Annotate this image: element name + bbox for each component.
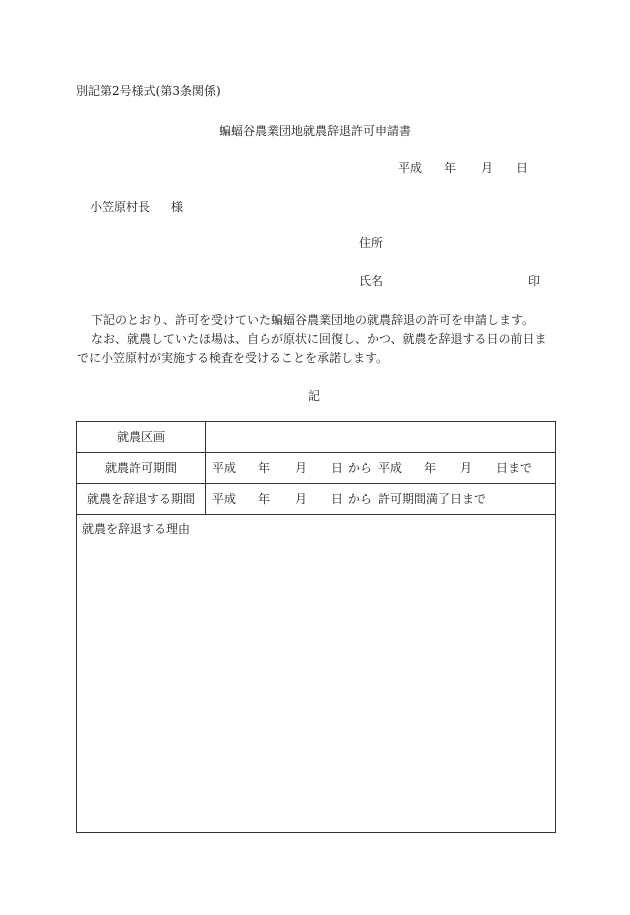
table-row-permit-period: [77, 453, 556, 484]
table-row-decline-period: [77, 484, 556, 515]
plot-value-field[interactable]: [206, 422, 556, 453]
addressee-honorific: 様: [171, 200, 184, 214]
permit-from-month: 月: [295, 461, 308, 475]
permit-from-day: 日: [331, 461, 344, 475]
permit-from-year: 年: [258, 461, 271, 475]
permit-kara: から: [348, 461, 373, 475]
permit-period-field[interactable]: [206, 453, 556, 484]
permit-to-day: 日まで: [496, 461, 533, 475]
decline-from-month: 月: [295, 492, 308, 506]
decline-from-year: 年: [258, 492, 271, 506]
ki-heading: 記: [308, 389, 321, 403]
body-paragraph-2: なお、就農していたほ場は、自らが原状に回復し、かつ、就農を辞退する日の前日までに小笠原村が実施する検査を受けることを承諾します。: [77, 332, 547, 365]
decline-period-label: 就農を辞退する期間: [77, 484, 206, 515]
reason-label: 就農を辞退する理由: [82, 522, 191, 536]
date-year: 年: [444, 161, 457, 175]
permit-from-era: 平成: [212, 461, 237, 475]
decline-from-era: 平成: [212, 492, 237, 506]
permit-to-year: 年: [424, 461, 437, 475]
permit-to-era: 平成: [378, 461, 403, 475]
decline-from-day: 日: [331, 492, 344, 506]
table-row-reason: [77, 515, 556, 833]
date-month: 月: [481, 161, 494, 175]
document-title: 蝙蝠谷農業団地就農辞退許可申請書: [218, 124, 411, 138]
permit-to-month: 月: [460, 461, 473, 475]
decline-until: 許可期間満了日まで: [378, 492, 487, 506]
application-table: [76, 421, 556, 833]
addressee-name: 小笠原村長: [90, 200, 151, 214]
seal-mark: 印: [528, 274, 541, 288]
name-label: 氏名: [359, 274, 384, 288]
form-number-label: 別記第2号様式(第3条関係): [76, 84, 221, 98]
decline-kara: から: [348, 492, 373, 506]
permit-period-label: 就農許可期間: [77, 453, 206, 484]
date-era: 平成: [398, 161, 423, 175]
date-day: 日: [516, 161, 529, 175]
table-row-plot: [77, 422, 556, 453]
reason-field[interactable]: [77, 515, 556, 833]
body-paragraph-1: 下記のとおり、許可を受けていた蝙蝠谷農業団地の就農辞退の許可を申請します。: [91, 313, 535, 327]
plot-label: 就農区画: [77, 422, 206, 453]
address-label: 住所: [359, 236, 384, 250]
decline-period-field[interactable]: [206, 484, 556, 515]
